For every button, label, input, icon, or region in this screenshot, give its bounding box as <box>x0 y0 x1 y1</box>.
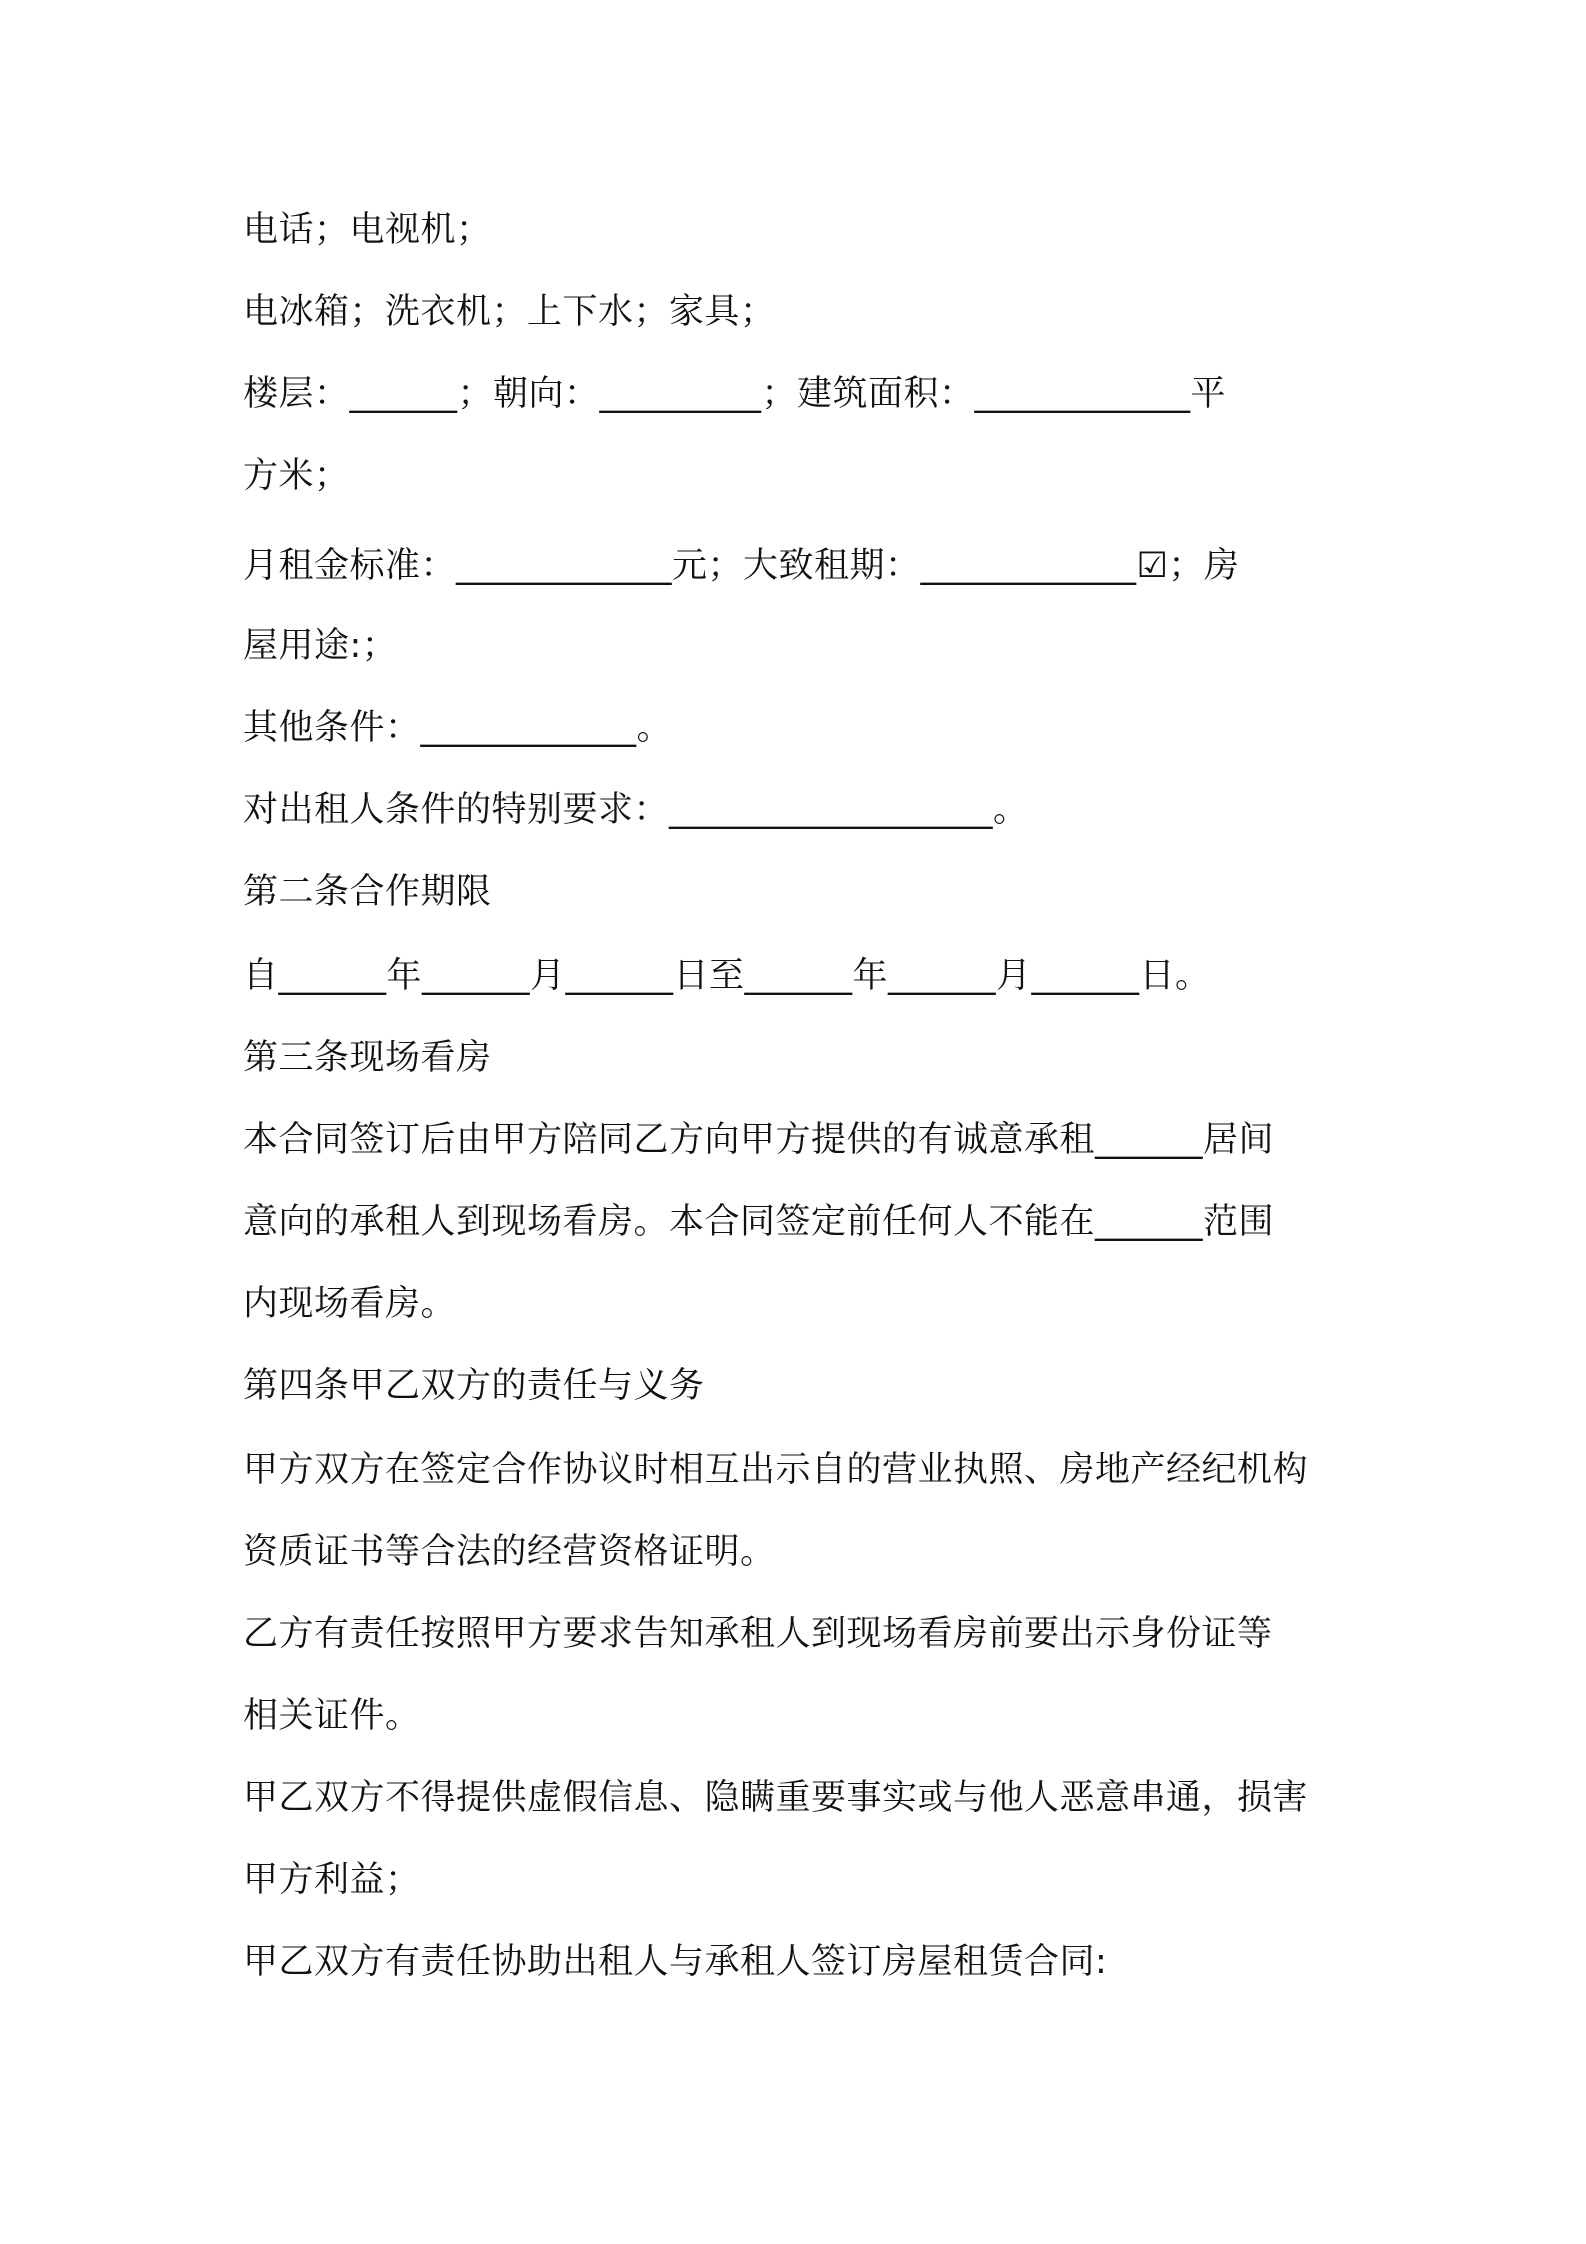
text-line-duty-2b: 相关证件。 <box>243 1696 421 1736</box>
section-heading-duties: 第四条甲乙双方的责任与义务 <box>243 1366 705 1406</box>
text-line-viewing-2: 意向的承租人到现场看房。本合同签定前任何人不能在______范围 <box>243 1202 1275 1242</box>
text-line-landlord-requirements: 对出租人条件的特别要求：__________________。 <box>243 790 1029 830</box>
text-line-viewing-1: 本合同签订后由甲方陪同乙方向甲方提供的有诚意承租______居间 <box>243 1120 1275 1160</box>
text-line-duty-3b: 甲方利益； <box>243 1860 421 1900</box>
text-line-duty-3a: 甲乙双方不得提供虚假信息、隐瞒重要事实或与他人恶意串通，损害 <box>243 1778 1309 1818</box>
section-heading-site-viewing: 第三条现场看房 <box>243 1038 492 1078</box>
text-line-house-use: 屋用途:； <box>243 626 398 666</box>
text-line-duty-4: 甲乙双方有责任协助出租人与承租人签订房屋租赁合同: <box>243 1942 1108 1982</box>
text-line-rent-term: 月租金标准：____________元；大致租期：____________☑；房 <box>243 546 1240 586</box>
text-line-duty-2a: 乙方有责任按照甲方要求告知承租人到现场看房前要出示身份证等 <box>243 1614 1273 1654</box>
text-line-duty-1a: 甲方双方在签定合作协议时相互出示自的营业执照、房地产经纪机构 <box>243 1450 1309 1490</box>
text-line-appliances-1: 电话；电视机； <box>243 210 492 250</box>
text-line-other-conditions: 其他条件：____________。 <box>243 708 673 748</box>
text-line-date-range: 自______年______月______日至______年______月______日。 <box>243 956 1211 996</box>
text-line-area-unit: 方米； <box>243 456 350 496</box>
text-line-floor-orientation-area: 楼层：______；朝向：_________；建筑面积：____________平 <box>243 374 1227 414</box>
section-heading-cooperation-term: 第二条合作期限 <box>243 872 492 912</box>
text-line-duty-1b: 资质证书等合法的经营资格证明。 <box>243 1532 776 1572</box>
text-line-viewing-3: 内现场看房。 <box>243 1284 457 1324</box>
text-line-appliances-2: 电冰箱；洗衣机；上下水；家具； <box>243 292 776 332</box>
